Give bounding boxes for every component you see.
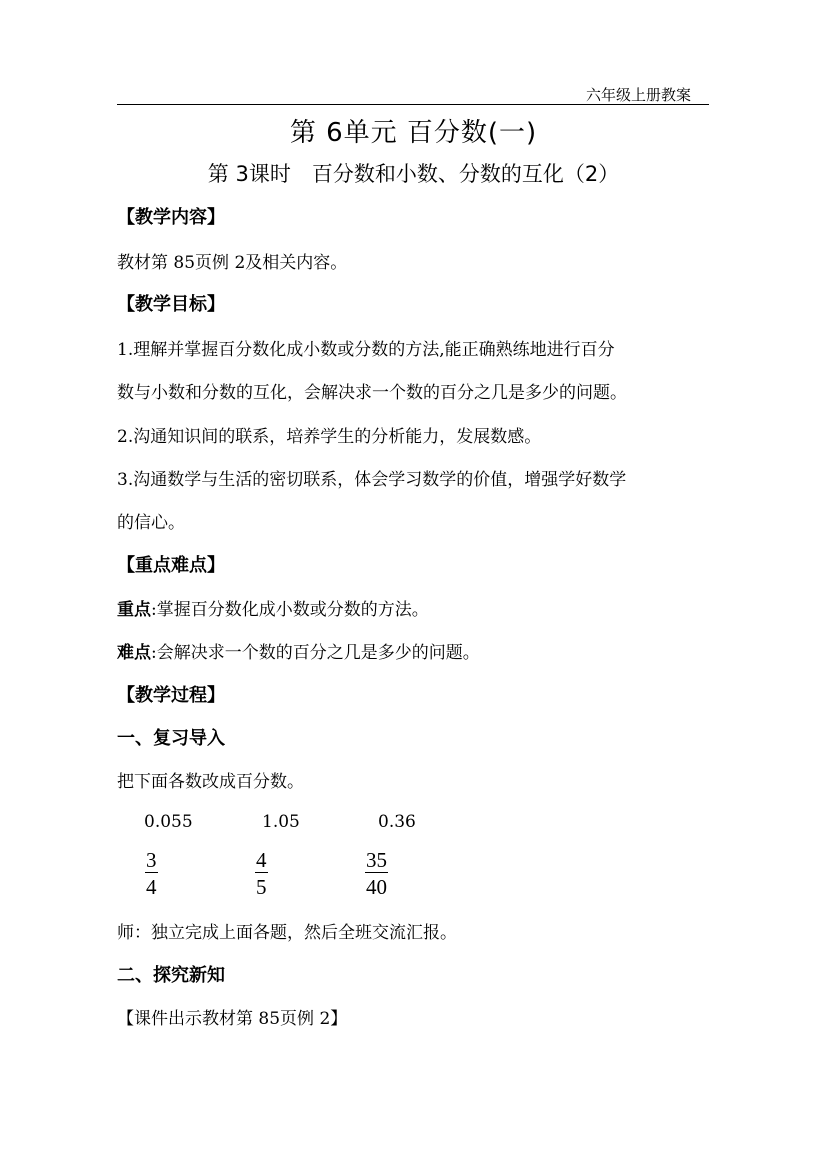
header-rule xyxy=(117,104,709,105)
fraction-item xyxy=(145,849,158,898)
courseware-line: 【课件出示教材第 85页例 2】 xyxy=(117,1009,348,1029)
fraction-numerator: 35 xyxy=(366,848,387,872)
fraction-numerator: 4 xyxy=(256,848,267,872)
decimal-item: 0.36 xyxy=(378,812,416,832)
difficulty-label: 难点 xyxy=(117,643,151,663)
goal-1-line-1: 1.理解并掌握百分数化成小数或分数的方法,能正确熟练地进行百分 xyxy=(117,340,615,360)
goal-3-line-1: 3.沟通数学与生活的密切联系，体会学习数学的价值，增强学好数学 xyxy=(117,470,627,490)
decimal-item: 1.05 xyxy=(262,812,300,832)
fraction-item xyxy=(365,849,388,898)
teacher-line: 师：独立完成上面各题，然后全班交流汇报。 xyxy=(117,923,457,943)
unit-title: 第 6单元 百分数(一) xyxy=(289,118,538,148)
header-text: 六年级上册教案 xyxy=(586,86,692,104)
fraction-numerator: 3 xyxy=(146,848,157,872)
section-heading-key: 【重点难点】 xyxy=(117,555,225,576)
section-heading-goals: 【教学目标】 xyxy=(117,294,225,315)
lesson-subtitle: 第 3课时 百分数和小数、分数的互化（2） xyxy=(207,162,620,186)
fraction-denominator: 40 xyxy=(366,875,387,899)
section-heading-process: 【教学过程】 xyxy=(117,685,225,706)
decimal-item: 0.055 xyxy=(144,812,193,832)
difficulty-point xyxy=(117,638,480,663)
goal-1-line-2: 数与小数和分数的互化，会解决求一个数的百分之几是多少的问题。 xyxy=(117,383,627,403)
review-heading: 一、复习导入 xyxy=(117,728,225,749)
fraction-denominator: 4 xyxy=(146,875,157,899)
explore-heading: 二、探究新知 xyxy=(117,965,225,986)
goal-3-line-2: 的信心。 xyxy=(117,513,185,533)
fraction-item xyxy=(255,849,268,898)
goal-2: 2.沟通知识间的联系，培养学生的分析能力，发展数感。 xyxy=(117,427,542,447)
review-instruction: 把下面各数改成百分数。 xyxy=(117,772,304,792)
key-point xyxy=(117,595,429,620)
content-text: 教材第 85页例 2及相关内容。 xyxy=(117,253,348,273)
key-label: 重点 xyxy=(117,600,151,620)
difficulty-text: :会解决求一个数的百分之几是多少的问题。 xyxy=(151,643,480,663)
key-text: :掌握百分数化成小数或分数的方法。 xyxy=(151,600,429,620)
section-heading-content: 【教学内容】 xyxy=(117,207,225,228)
fraction-denominator: 5 xyxy=(256,875,267,899)
